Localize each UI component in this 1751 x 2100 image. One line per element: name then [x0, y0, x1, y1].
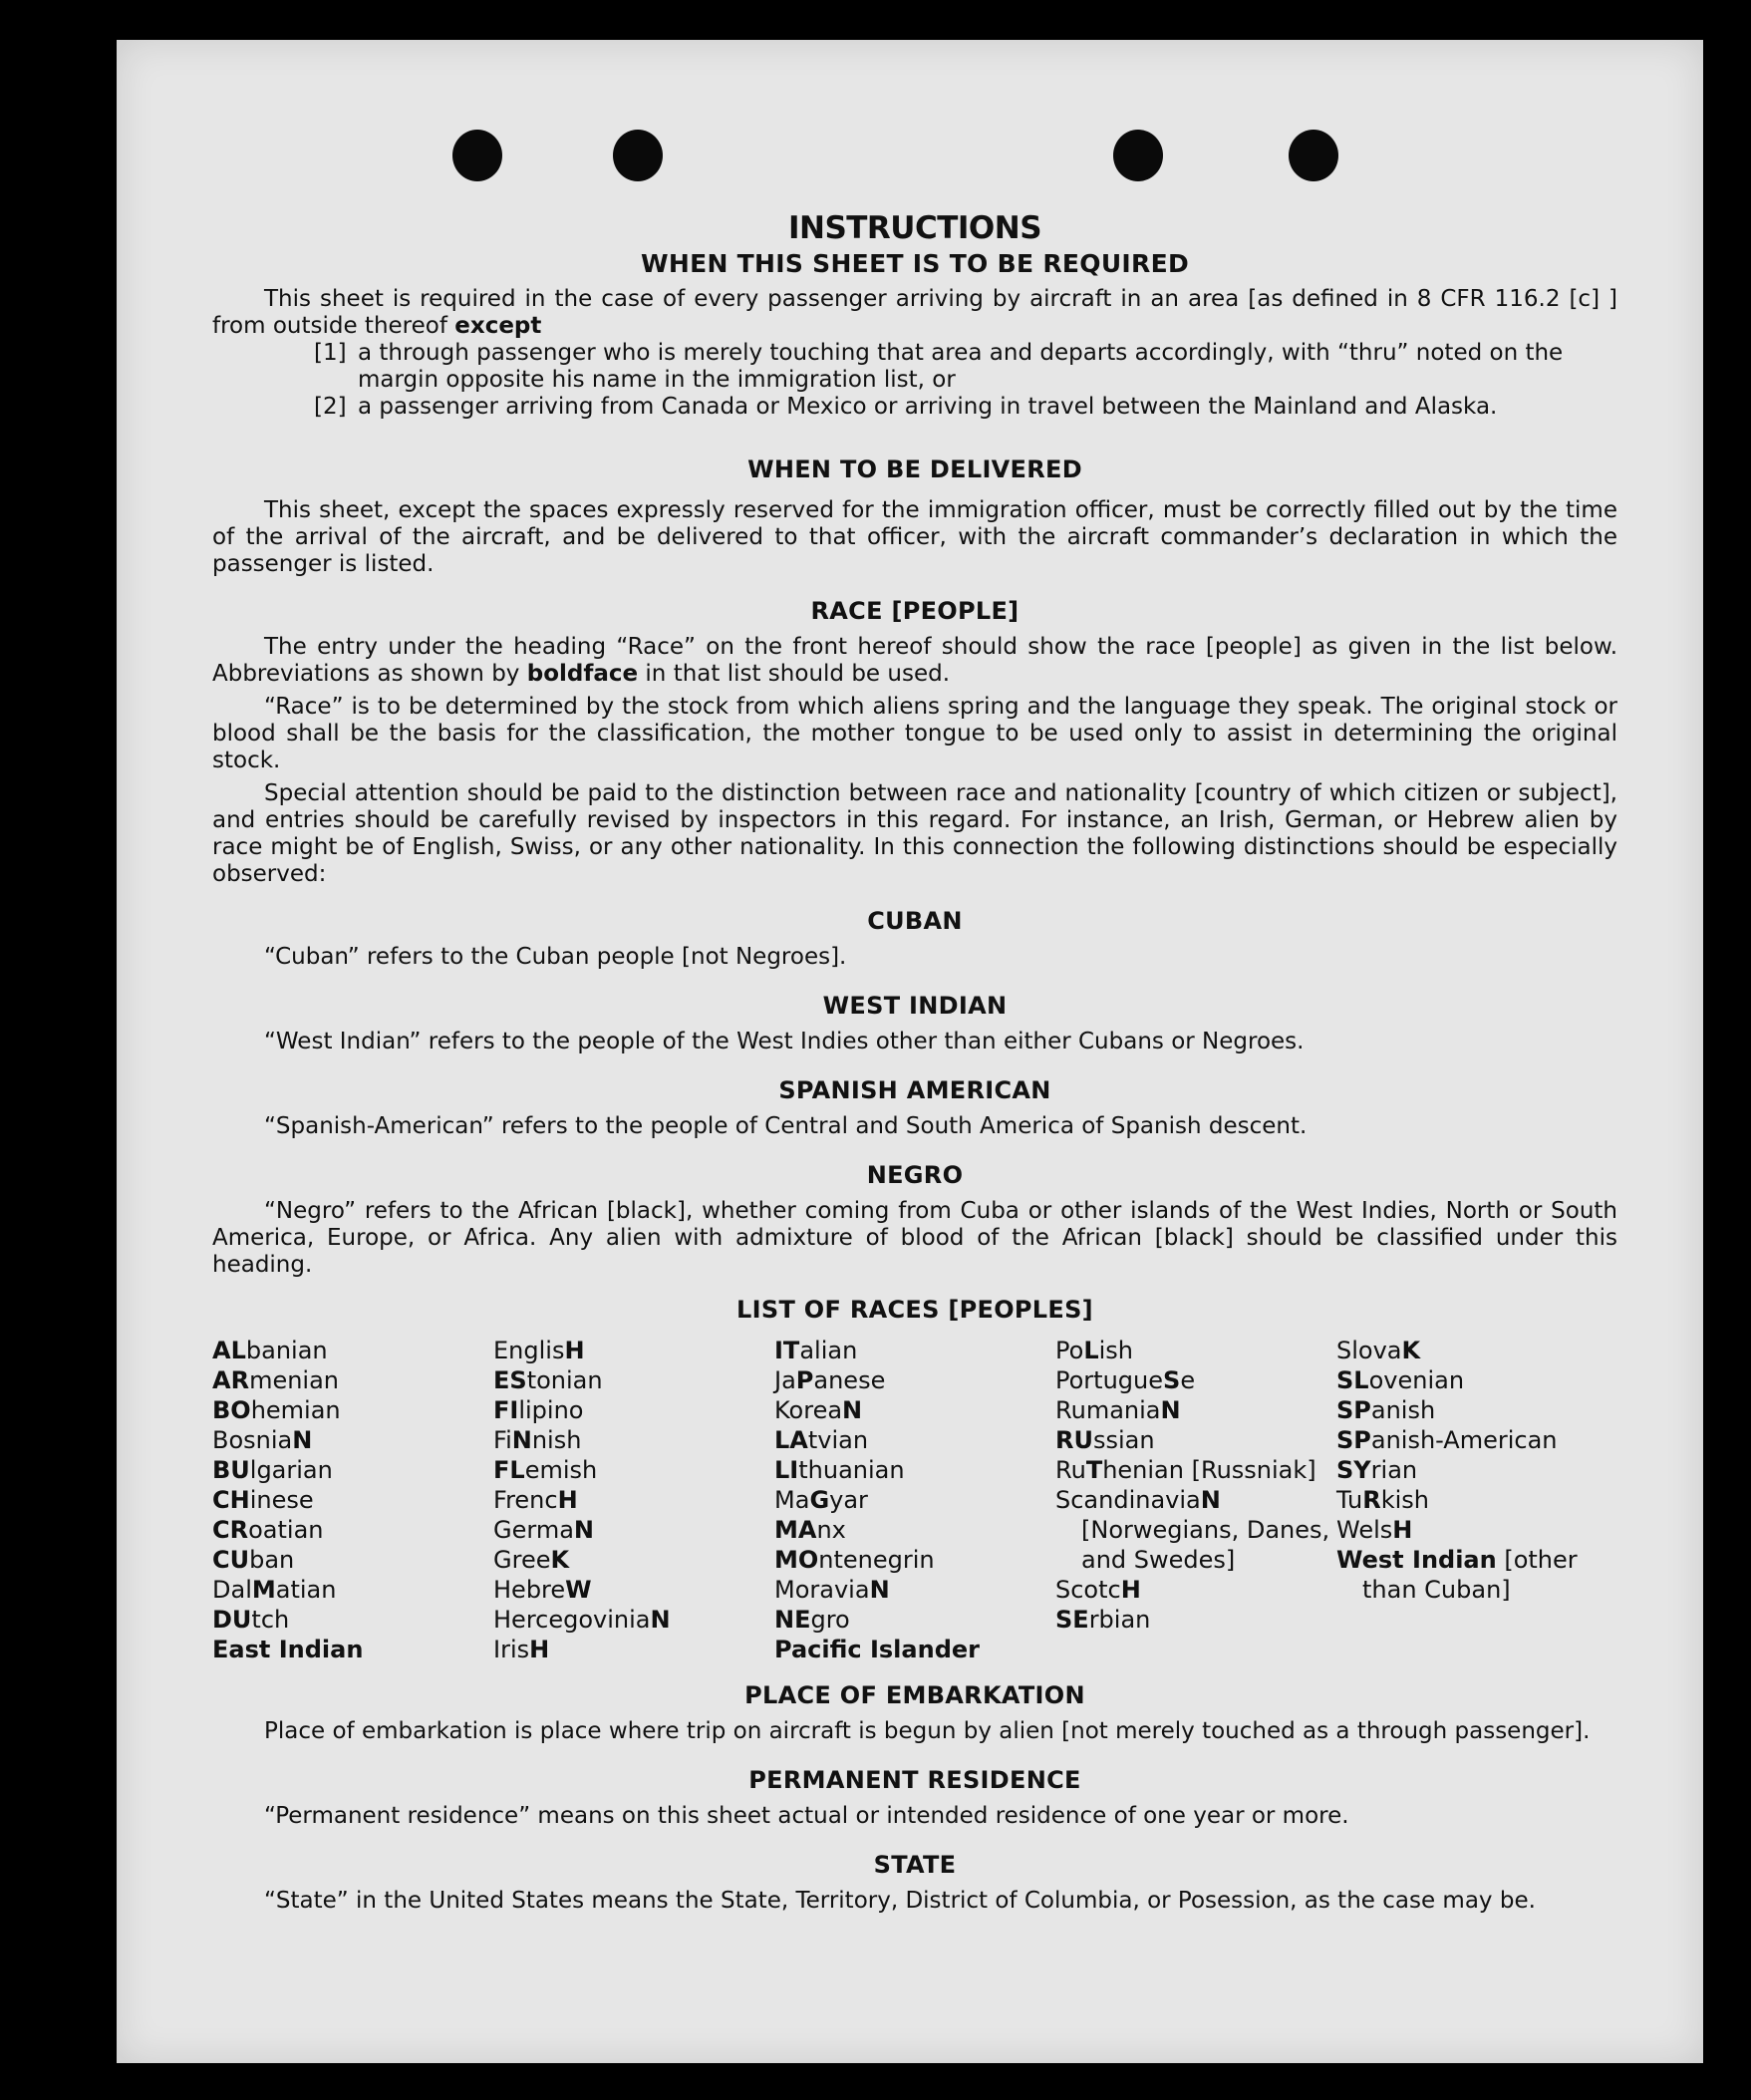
race-item: CRoatian	[212, 1516, 324, 1544]
race-item: GermaN	[493, 1516, 594, 1544]
race-item: FrencH	[493, 1486, 578, 1514]
cuban-text: “Cuban” refers to the Cuban people [not Negroes].	[264, 944, 847, 970]
instructions-content	[212, 177, 1617, 1915]
race-item: RUssian	[1055, 1426, 1155, 1454]
race-item: KoreaN	[774, 1396, 863, 1424]
race-item: FiNnish	[493, 1426, 582, 1454]
punch-hole	[1113, 130, 1163, 181]
race-item: Pacific Islander	[774, 1636, 980, 1663]
race-item: EStonian	[493, 1366, 603, 1394]
race-paragraph-1	[212, 634, 1617, 688]
race-item: FIlipino	[493, 1396, 584, 1424]
item-text: a through passenger who is merely touching that area and departs accordingly, with “thru” noted on the margin opposite his name in the immigration list, or	[358, 340, 1564, 393]
race-item: PortugueSe	[1055, 1366, 1196, 1394]
race-item: MoraviaN	[774, 1576, 890, 1604]
heading-spanish-american: SPANISH AMERICAN	[778, 1076, 1051, 1104]
intro-text: This sheet is required in the case of every passenger arriving by aircraft in an area [as defined in 8 CFR 116.2 [c] ] from outside thereof	[212, 286, 1617, 339]
race-item: PoLish	[1055, 1337, 1133, 1364]
document-page	[117, 40, 1703, 2063]
races-column	[1055, 1336, 1336, 1664]
race-item: NEgro	[774, 1606, 850, 1634]
heading-permanent-residence: PERMANENT RESIDENCE	[748, 1766, 1081, 1794]
race-item: TuRkish	[1336, 1486, 1429, 1514]
punch-hole	[1289, 130, 1338, 181]
race-item: IrisH	[493, 1636, 550, 1663]
item-text: a passenger arriving from Canada or Mexico or arriving in travel between the Mainland and Alaska.	[358, 394, 1498, 420]
race-item: BosniaN	[212, 1426, 313, 1454]
race-item: DalMatian	[212, 1576, 337, 1604]
races-column	[493, 1336, 774, 1664]
race-item: RumaniaN	[1055, 1396, 1181, 1424]
item-number: [2]	[314, 394, 347, 420]
spanish-american-text: “Spanish-American” refers to the people of Central and South America of Spanish descent.	[264, 1113, 1308, 1139]
race-p1-text-end: in that list should be used.	[638, 661, 951, 687]
race-item: BUlgarian	[212, 1456, 333, 1484]
heading-when-required: WHEN THIS SHEET IS TO BE REQUIRED	[640, 249, 1190, 278]
race-item: SPanish-American	[1336, 1426, 1558, 1454]
race-paragraph-2: “Race” is to be determined by the stock from which aliens spring and the language they speak. The original stock or blood shall be the basis for the classification, the mother tongue to be used only to assist in determining the original stock.	[212, 694, 1617, 773]
race-item: WelsH	[1336, 1516, 1413, 1544]
heading-state: STATE	[873, 1851, 957, 1879]
races-list	[212, 1336, 1617, 1664]
heading-race: RACE [PEOPLE]	[810, 597, 1020, 625]
race-item: SLovenian	[1336, 1366, 1465, 1394]
punch-hole	[452, 130, 502, 181]
heading-negro: NEGRO	[866, 1161, 964, 1189]
race-item: SPanish	[1336, 1396, 1436, 1424]
exception-item-2	[314, 394, 1617, 421]
negro-text: “Negro” refers to the African [black], whether coming from Cuba or other islands of the West Indies, North or South America, Europe, or Africa. Any alien with admixture of blood of the African [black] should be classified under this heading.	[212, 1198, 1617, 1278]
races-column	[212, 1336, 493, 1664]
race-item: LAtvian	[774, 1426, 869, 1454]
race-item: MAnx	[774, 1516, 846, 1544]
state-text: “State” in the United States means the State, Territory, District of Columbia, or Posession, as the case may be.	[264, 1888, 1536, 1914]
race-item: FLemish	[493, 1456, 598, 1484]
item-number: [1]	[314, 340, 347, 366]
when-required-intro	[212, 286, 1617, 340]
heading-west-indian: WEST INDIAN	[822, 992, 1008, 1020]
punch-hole	[613, 130, 663, 181]
race-paragraph-3: Special attention should be paid to the distinction between race and nationality [country of which citizen or subject], and entries should be carefully revised by inspectors in this regard. For instance, an Irish, German, or Hebrew alien by race might be of English, Swiss, or any other nationality. In this connection the following distinctions should be especially observed:	[212, 780, 1617, 887]
race-item: SYrian	[1336, 1456, 1418, 1484]
races-column	[1336, 1336, 1605, 1664]
races-column	[774, 1336, 1055, 1664]
race-item: CHinese	[212, 1486, 314, 1514]
race-item: JaPanese	[774, 1366, 886, 1394]
race-item: RuThenian [Russniak]	[1055, 1456, 1316, 1484]
race-item: CUban	[212, 1546, 295, 1574]
race-item: ScotcH	[1055, 1576, 1141, 1604]
exception-item-1	[314, 340, 1617, 394]
page-title: INSTRUCTIONS	[787, 210, 1042, 246]
race-item: HercegoviniaN	[493, 1606, 671, 1634]
race-item: HebreW	[493, 1576, 592, 1604]
when-delivered-text: This sheet, except the spaces expressly reserved for the immigration officer, must be correctly filled out by the time of the arrival of the aircraft, and be delivered to that officer, with the aircraft commander’s declaration in which the passenger is listed.	[212, 497, 1617, 577]
heading-cuban: CUBAN	[867, 907, 963, 935]
heading-embarkation: PLACE OF EMBARKATION	[744, 1681, 1085, 1709]
race-p1-text: The entry under the heading “Race” on the front hereof should show the race [people] as given in the list below. Abbreviations as shown by	[212, 634, 1617, 687]
permanent-residence-text: “Permanent residence” means on this sheet actual or intended residence of one year or more.	[264, 1803, 1349, 1829]
race-item: SlovaK	[1336, 1337, 1421, 1364]
race-p1-boldface: boldface	[526, 661, 639, 687]
embarkation-text: Place of embarkation is place where trip on aircraft is begun by alien [not merely touched as a through passenger].	[264, 1718, 1591, 1744]
race-item: DUtch	[212, 1606, 290, 1634]
intro-except: except	[454, 313, 542, 339]
race-item: ARmenian	[212, 1366, 340, 1394]
race-item: EnglisH	[493, 1337, 585, 1364]
race-item: SErbian	[1055, 1606, 1151, 1634]
race-item: East Indian	[212, 1636, 364, 1663]
race-item: ALbanian	[212, 1337, 328, 1364]
race-item: West Indian [other than Cuban]	[1336, 1546, 1578, 1604]
race-item: GreeK	[493, 1546, 570, 1574]
west-indian-text: “West Indian” refers to the people of the West Indies other than either Cubans or Negroes.	[264, 1029, 1305, 1054]
race-item: MOntenegrin	[774, 1546, 935, 1574]
heading-list-of-races: LIST OF RACES [PEOPLES]	[736, 1296, 1093, 1324]
race-item: ScandinaviaN [Norwegians, Danes, and Swedes]	[1055, 1486, 1330, 1574]
race-item: LIthuanian	[774, 1456, 905, 1484]
race-item: BOhemian	[212, 1396, 341, 1424]
race-item: ITalian	[774, 1337, 858, 1364]
race-item: MaGyar	[774, 1486, 868, 1514]
heading-when-delivered: WHEN TO BE DELIVERED	[747, 455, 1082, 483]
